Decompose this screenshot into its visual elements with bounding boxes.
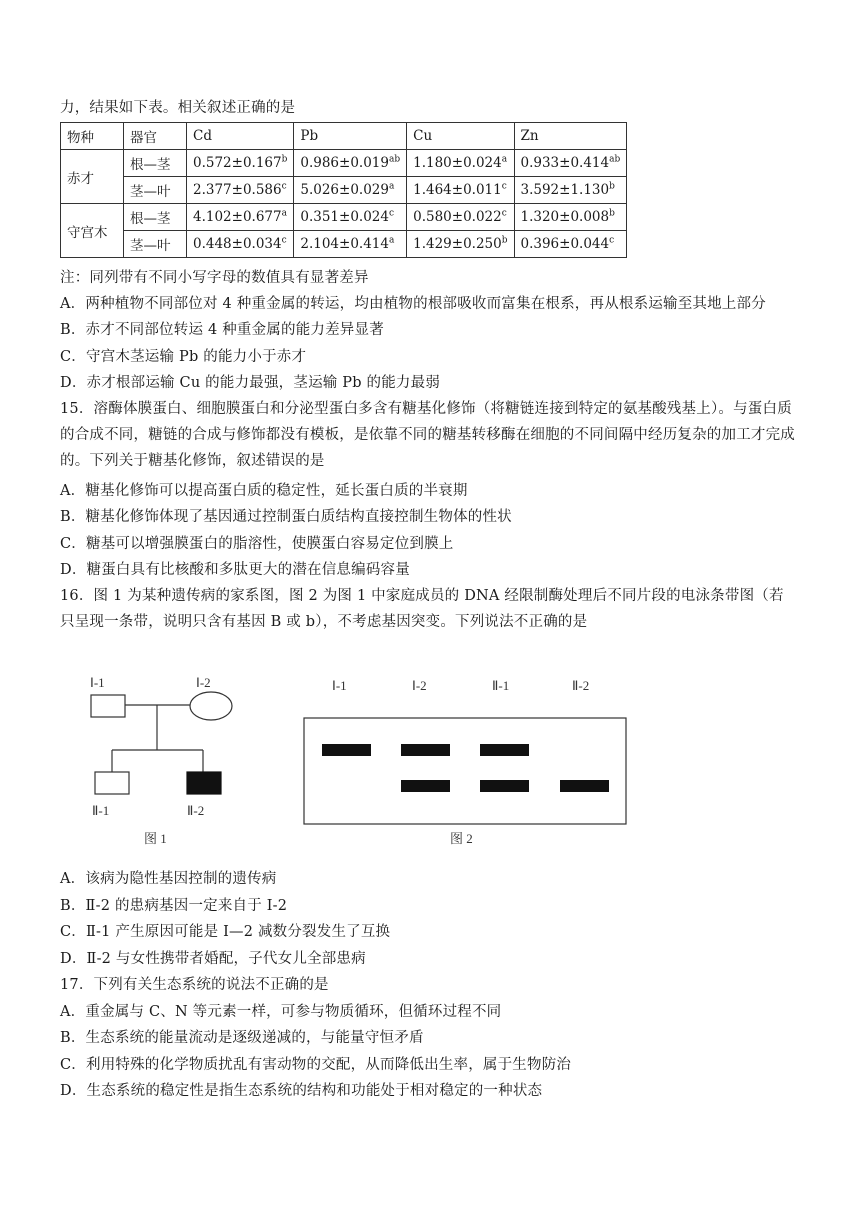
table-row [61,150,627,177]
pedigree-figure [70,665,270,850]
figure2-caption: 图 2 [450,831,473,846]
cu-cell: 1.429±0.250$^b$ [407,231,514,258]
cd-cell: 4.102±0.677$^a$ [187,204,294,231]
pedigree-male-i1 [91,695,125,717]
q15-option-b: B．糖基化修饰体现了基因通过控制蛋白质结构直接控制生物体的性状 [60,509,512,525]
pedigree-label-i1: Ⅰ-1 [90,675,105,690]
zn-cell: 0.396±0.044$^c$ [514,231,627,258]
pb-cell: 0.986±0.019$^{ab}$ [294,150,407,177]
gel-svg [300,716,630,846]
q14-option-c: C．守宫木茎运输 Pb 的能力小于赤才 [60,349,307,365]
organ-cell: 根—茎 [124,204,187,231]
header-cell: Cd [187,123,294,150]
header-cell: Cu [407,123,514,150]
gel-band-lower [560,780,609,792]
zn-cell: 3.592±1.130$^b$ [514,177,627,204]
pedigree-label-i2: Ⅰ-2 [196,675,211,690]
header-cell: Zn [514,123,627,150]
gel-frame [304,718,626,824]
q15-stem: 15．溶酶体膜蛋白、细胞膜蛋白和分泌型蛋白多含有糖基化修饰（将糖链连接到特定的氨基酸残基上）。与蛋白质的合成不同，糖链的合成与修饰都没有模板，是依靠不同的糖基转移酶在细胞的不同间隔中经历复杂的加工才完成的。下列关于糖基化修饰，叙述错误的是 [60,401,795,469]
table-note: 注：同列带有不同小写字母的数值具有显著差异 [60,270,369,286]
zn-cell: 0.933±0.414$^{ab}$ [514,150,627,177]
pb-cell: 5.026±0.029$^a$ [294,177,407,204]
q16-option-a: A．该病为隐性基因控制的遗传病 [60,871,277,887]
q16-option-d: D．Ⅱ-2 与女性携带者婚配，子代女儿全部患病 [60,951,366,967]
q15-option-a: A．糖基化修饰可以提高蛋白质的稳定性，延长蛋白质的半衰期 [60,483,468,499]
table-row [61,177,627,204]
q15-option-d: D．糖蛋白具有比核酸和多肽更大的潜在信息编码容量 [60,562,410,578]
cd-cell: 0.448±0.034$^c$ [187,231,294,258]
q15-option-c: C．糖基可以增强膜蛋白的脂溶性，使膜蛋白容易定位到膜上 [60,536,454,552]
gel-band-upper [480,744,529,756]
q14-option-b: B．赤才不同部位转运 4 种重金属的能力差异显著 [60,322,384,338]
q14-option-d: D．赤才根部运输 Cu 的能力最强，茎运输 Pb 的能力最弱 [60,375,441,391]
pb-cell: 2.104±0.414$^a$ [294,231,407,258]
table-row [61,231,627,258]
lane-label-ii1: Ⅱ-1 [492,678,510,693]
pedigree-female-i2 [190,692,232,720]
q17-option-a: A．重金属与 C、N 等元素一样，可参与物质循环，但循环过程不同 [60,1004,502,1020]
q17-option-b: B．生态系统的能量流动是逐级递减的，与能量守恒矛盾 [60,1030,424,1046]
header-cell: Pb [294,123,407,150]
organ-cell: 茎—叶 [124,177,187,204]
lane-label-ii2: Ⅱ-2 [572,678,590,693]
q16-option-b: B．Ⅱ-2 的患病基因一定来自于 I-2 [60,898,288,914]
organ-cell: 茎—叶 [124,231,187,258]
q16-option-c: C．Ⅱ-1 产生原因可能是 I—2 减数分裂发生了互换 [60,924,391,940]
cu-cell: 0.580±0.022$^c$ [407,204,514,231]
gel-band-upper [401,744,450,756]
species-cell: 守宫木 [61,204,124,258]
table-row [61,204,627,231]
zn-cell: 1.320±0.008$^b$ [514,204,627,231]
gel-band-lower [480,780,529,792]
heavy-metal-table [60,122,627,258]
organ-cell: 根—茎 [124,150,187,177]
pedigree-male-ii1 [95,772,129,794]
pedigree-affected-male-ii2 [187,772,221,794]
electrophoresis-figure [300,672,630,852]
lane-label-i2: Ⅰ-2 [412,678,427,693]
q14-option-a: A．两种植物不同部位对 4 种重金属的转运，均由植物的根部吸收而富集在根系，再从根系运输至其地上部分 [60,296,766,312]
q16-stem: 16．图 1 为某种遗传病的家系图，图 2 为图 1 中家庭成员的 DNA 经限制酶处理后不同片段的电泳条带图（若只呈现一条带，说明只含有基因 B 或 b），不考虑基因突变。下列说法不正确的是 [60,588,784,630]
cd-cell: 2.377±0.586$^c$ [187,177,294,204]
header-cell: 器官 [124,123,187,150]
gel-band-upper [322,744,371,756]
species-cell: 赤才 [61,150,124,204]
pb-cell: 0.351±0.024$^c$ [294,204,407,231]
pedigree-label-ii1: Ⅱ-1 [92,803,110,818]
q17-option-c: C．利用特殊的化学物质扰乱有害动物的交配，从而降低出生率，属于生物防治 [60,1057,572,1073]
figure1-caption: 图 1 [144,831,167,846]
q17-stem: 17．下列有关生态系统的说法不正确的是 [60,977,329,993]
pedigree-svg [70,665,270,850]
intro-text: 力，结果如下表。相关叙述正确的是 [60,100,296,116]
gel-band-lower [401,780,450,792]
lane-label-i1: Ⅰ-1 [332,678,347,693]
table-header-row [61,123,627,150]
cu-cell: 1.464±0.011$^c$ [407,177,514,204]
header-cell: 物种 [61,123,124,150]
q17-option-d: D．生态系统的稳定性是指生态系统的结构和功能处于相对稳定的一种状态 [60,1083,543,1099]
pedigree-label-ii2: Ⅱ-2 [187,803,205,818]
cd-cell: 0.572±0.167$^b$ [187,150,294,177]
cu-cell: 1.180±0.024$^a$ [407,150,514,177]
